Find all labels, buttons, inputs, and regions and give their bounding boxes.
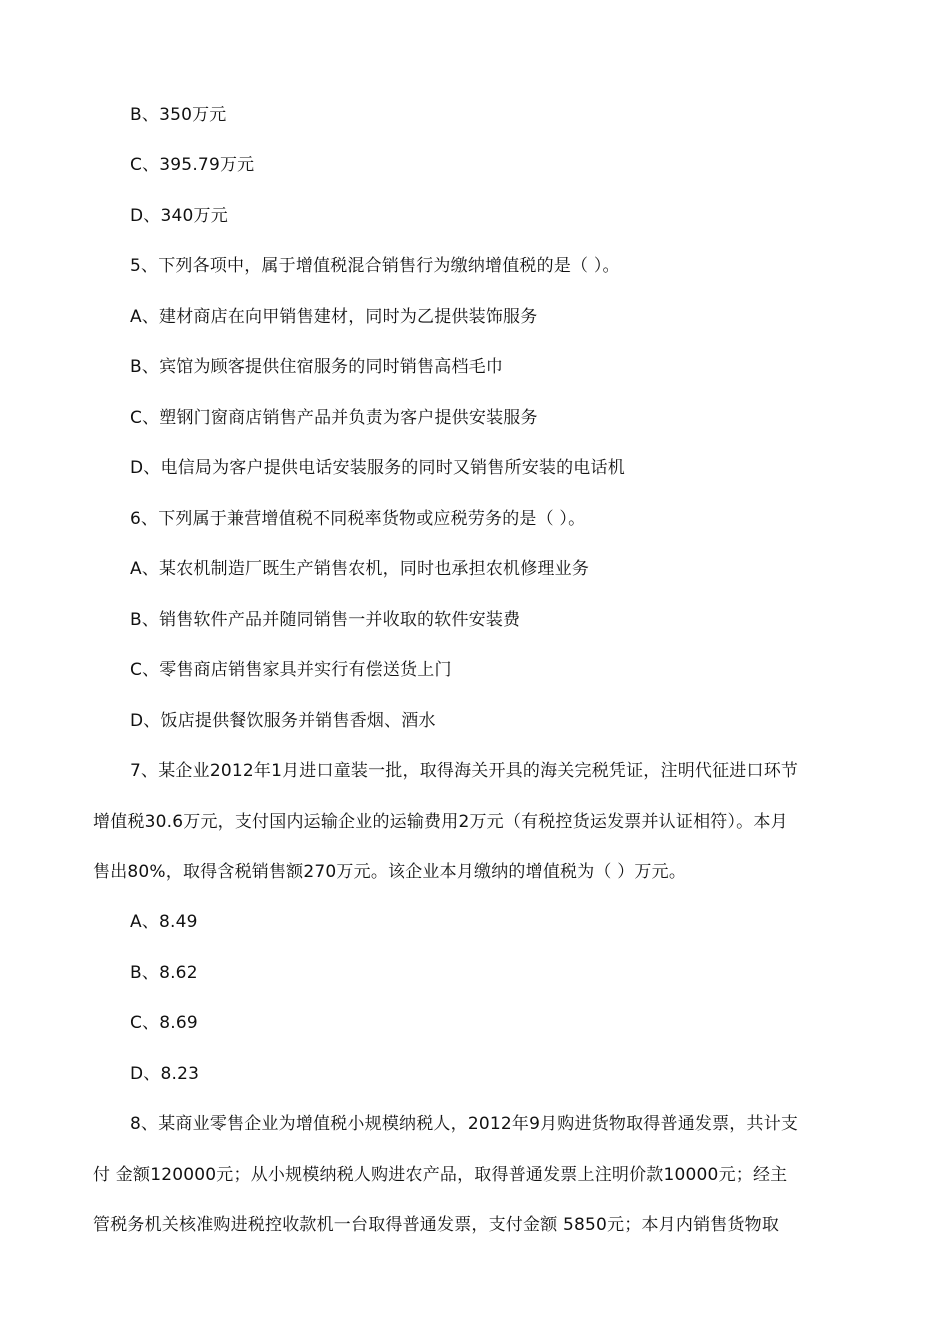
option-d-q7: D、8.23 (130, 1064, 200, 1084)
option-a-q7: A、8.49 (130, 912, 198, 932)
question-7-line-1: 7、某企业2012年1月进口童装一批，取得海关开具的海关完税凭证，注明代征进口环节 (130, 761, 799, 781)
option-c-q5: C、塑钢门窗商店销售产品并负责为客户提供安装服务 (130, 408, 538, 428)
question-5: 5、下列各项中，属于增值税混合销售行为缴纳增值税的是（ ）。 (130, 256, 620, 276)
question-6: 6、下列属于兼营增值税不同税率货物或应税劳务的是（ ）。 (130, 509, 586, 529)
option-c-q7: C、8.69 (130, 1013, 198, 1033)
question-7-line-3: 售出80%，取得含税销售额270万元。该企业本月缴纳的增值税为（ ）万元。 (93, 862, 687, 882)
option-d-q5: D、电信局为客户提供电话安装服务的同时又销售所安装的电话机 (130, 458, 625, 478)
question-7-line-2: 增值税30.6万元，支付国内运输企业的运输费用2万元（有税控货运发票并认证相符）。本月 (93, 812, 788, 832)
option-b-q7: B、8.62 (130, 963, 198, 983)
option-c-q4: C、395.79万元 (130, 155, 255, 175)
option-b-q4: B、350万元 (130, 105, 227, 125)
question-8-line-2: 付 金额120000元；从小规模纳税人购进农产品，取得普通发票上注明价款10000元；经主 (93, 1165, 788, 1185)
option-d-q4: D、340万元 (130, 206, 228, 226)
question-8-line-3: 管税务机关核准购进税控收款机一台取得普通发票，支付金额 5850元；本月内销售货物取 (93, 1215, 780, 1235)
option-b-q5: B、宾馆为顾客提供住宿服务的同时销售高档毛巾 (130, 357, 504, 377)
option-a-q5: A、建材商店在向甲销售建材，同时为乙提供装饰服务 (130, 307, 538, 327)
question-8-line-1: 8、某商业零售企业为增值税小规模纳税人，2012年9月购进货物取得普通发票，共计支 (130, 1114, 799, 1134)
option-a-q6: A、某农机制造厂既生产销售农机，同时也承担农机修理业务 (130, 559, 590, 579)
option-b-q6: B、销售软件产品并随同销售一并收取的软件安装费 (130, 610, 521, 630)
option-d-q6: D、饭店提供餐饮服务并销售香烟、酒水 (130, 711, 436, 731)
option-c-q6: C、零售商店销售家具并实行有偿送货上门 (130, 660, 452, 680)
